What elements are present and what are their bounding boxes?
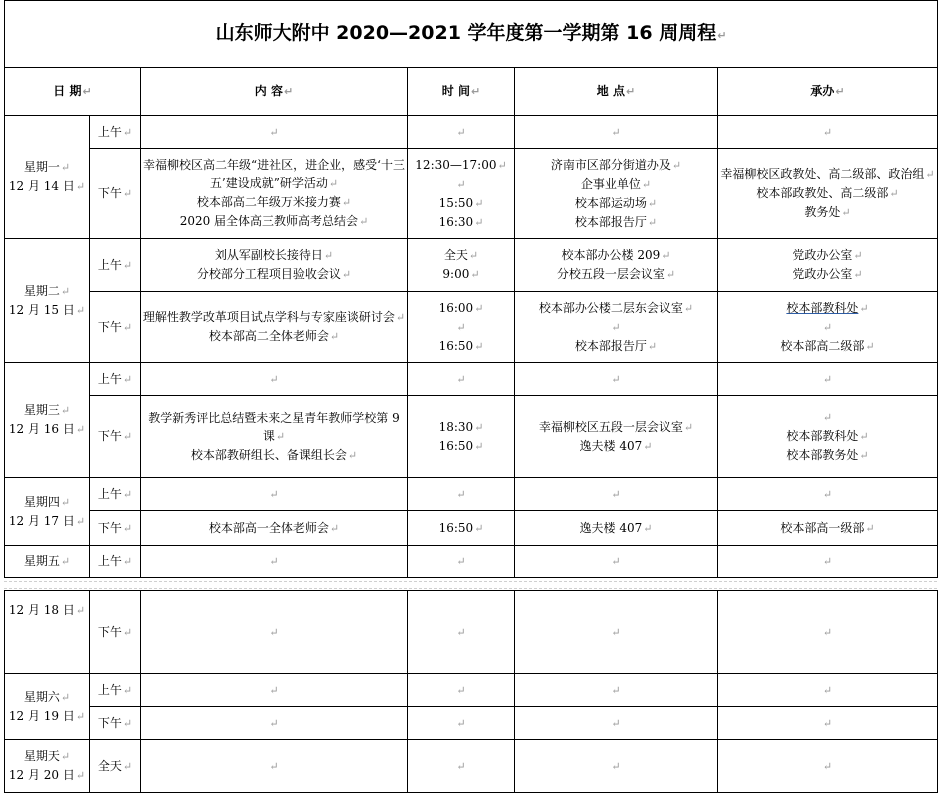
content-cell [141, 511, 408, 546]
empty-cell [515, 591, 718, 674]
day-date-label: 12 月 18 日 [8, 603, 75, 617]
paragraph-mark: ↵ [859, 449, 869, 462]
period-cell [90, 292, 141, 363]
paragraph-mark: ↵ [122, 187, 133, 200]
paragraph-mark: ↵ [122, 125, 133, 139]
paragraph-mark: ↵ [122, 430, 133, 443]
place-text: 逸夫楼 407 [579, 520, 643, 535]
header-place [515, 68, 718, 116]
paragraph-mark: ↵ [60, 284, 71, 298]
place-text: 逸夫楼 407 [579, 438, 643, 453]
paragraph-mark: ↵ [456, 683, 466, 697]
paragraph-mark: ↵ [853, 249, 863, 262]
paragraph-mark: ↵ [611, 320, 621, 334]
time-text: 18:30 [438, 419, 474, 434]
empty-cell [141, 363, 408, 396]
period-cell [90, 546, 141, 578]
period-label: 下午 [97, 520, 122, 535]
paragraph-mark: ↵ [641, 177, 652, 191]
paragraph-mark: ↵ [122, 487, 133, 501]
paragraph-mark: ↵ [822, 555, 833, 568]
paragraph-mark: ↵ [122, 521, 133, 535]
paragraph-mark: ↵ [647, 339, 658, 353]
paragraph-mark: ↵ [75, 769, 86, 782]
period-cell [90, 478, 141, 511]
paragraph-mark: ↵ [75, 514, 86, 528]
empty-cell [141, 591, 408, 674]
paragraph-mark: ↵ [283, 85, 294, 98]
event-text: 教学新秀评比总结暨未来之星青年教师学校第 9 课 [148, 410, 400, 443]
period-label: 上午 [97, 554, 122, 568]
paragraph-mark: ↵ [329, 330, 340, 343]
paragraph-mark: ↵ [122, 759, 133, 773]
time-text: 16:50 [438, 438, 474, 453]
paragraph-mark: ↵ [122, 320, 133, 334]
period-cell [90, 363, 141, 396]
paragraph-mark: ↵ [75, 604, 86, 617]
place-cell [515, 149, 718, 239]
empty-cell [408, 674, 515, 707]
content-cell [141, 239, 408, 292]
header-content [141, 68, 408, 116]
place-text: 校本部办公楼二层东会议室 [538, 300, 683, 315]
period-label: 下午 [97, 429, 122, 443]
day-week-label: 星期四 [23, 494, 60, 509]
time-text: 15:50 [438, 195, 474, 210]
day-cell-wed [5, 363, 90, 478]
host-cell [718, 511, 938, 546]
paragraph-mark: ↵ [822, 411, 833, 424]
time-text: 16:50 [438, 520, 474, 535]
day-cell-sun [5, 740, 90, 793]
title-text: 山东师大附中 2020—2021 学年度第一学期第 16 周周程 [215, 21, 717, 44]
paragraph-mark: ↵ [859, 301, 869, 315]
paragraph-mark: ↵ [470, 85, 481, 98]
day-cell-fri-cont [5, 591, 90, 674]
event-text: 校本部高二全体老师会 [208, 329, 329, 343]
empty-cell [408, 740, 515, 793]
host-text: 校本部高一级部 [780, 520, 865, 535]
host-text: 校本部教科处 [786, 300, 859, 315]
paragraph-mark: ↵ [456, 716, 466, 730]
empty-cell [718, 478, 938, 511]
paragraph-mark: ↵ [661, 249, 671, 262]
content-cell [141, 149, 408, 239]
period-label: 上午 [97, 257, 122, 272]
paragraph-mark: ↵ [456, 555, 466, 568]
paragraph-mark: ↵ [611, 125, 621, 139]
paragraph-mark: ↵ [456, 125, 466, 139]
host-cell [718, 396, 938, 478]
paragraph-mark: ↵ [122, 258, 133, 272]
paragraph-mark: ↵ [60, 750, 71, 763]
time-text: 16:00 [438, 300, 474, 315]
host-cell [718, 239, 938, 292]
place-text: 校本部报告厅 [574, 338, 647, 353]
paragraph-mark: ↵ [497, 158, 507, 172]
paragraph-mark: ↵ [647, 215, 658, 229]
schedule-table-page-1 [4, 0, 938, 578]
header-time-text: 时 间 [441, 84, 470, 98]
paragraph-mark: ↵ [122, 625, 133, 639]
empty-cell [408, 363, 515, 396]
paragraph-mark: ↵ [841, 206, 851, 219]
paragraph-mark: ↵ [60, 495, 71, 509]
empty-cell [718, 546, 938, 578]
time-cell [408, 292, 515, 363]
paragraph-mark: ↵ [611, 759, 621, 773]
empty-cell [515, 674, 718, 707]
place-text: 分校五段一层会议室 [556, 267, 665, 281]
paragraph-mark: ↵ [717, 28, 727, 42]
host-text: 校本部教科处 [786, 429, 859, 443]
page-break-line [4, 588, 937, 589]
paragraph-mark: ↵ [456, 625, 466, 639]
paragraph-mark: ↵ [82, 85, 92, 98]
paragraph-mark: ↵ [611, 555, 621, 568]
paragraph-mark: ↵ [683, 420, 694, 434]
empty-cell [515, 740, 718, 793]
period-label: 下午 [97, 624, 122, 639]
place-text: 济南市区部分街道办及 [550, 157, 671, 172]
paragraph-mark: ↵ [865, 339, 875, 353]
header-content-text: 内 容 [254, 84, 283, 98]
time-text: 9:00 [442, 267, 470, 281]
paragraph-mark: ↵ [269, 555, 279, 568]
header-host-text: 承办 [810, 84, 835, 98]
header-date [5, 68, 141, 116]
day-date-label: 12 月 16 日 [8, 422, 75, 436]
day-date-label: 12 月 17 日 [8, 513, 75, 528]
empty-cell [718, 707, 938, 740]
time-text: 全天 [443, 248, 468, 262]
paragraph-mark: ↵ [341, 196, 352, 209]
period-cell [90, 239, 141, 292]
paragraph-mark: ↵ [683, 301, 694, 315]
schedule-table-page-2 [4, 590, 938, 793]
header-date-text: 日 期 [53, 84, 82, 98]
place-text: 校本部报告厅 [574, 214, 647, 229]
event-text: 2020 届全体高三教师高考总结会 [179, 214, 359, 228]
paragraph-mark: ↵ [835, 85, 845, 98]
place-cell [515, 239, 718, 292]
day-cell-fri [5, 546, 90, 578]
paragraph-mark: ↵ [474, 420, 484, 434]
empty-cell [515, 707, 718, 740]
period-label: 下午 [97, 319, 122, 334]
time-cell [408, 239, 515, 292]
empty-cell [141, 707, 408, 740]
paragraph-mark: ↵ [456, 320, 466, 334]
paragraph-mark: ↵ [75, 180, 86, 193]
day-date-label: 12 月 15 日 [8, 302, 75, 317]
host-text: 校本部政教处、高二级部 [756, 186, 889, 200]
empty-cell [718, 363, 938, 396]
paragraph-mark: ↵ [395, 311, 406, 324]
day-week-label: 星期天 [23, 749, 60, 763]
place-text: 幸福柳校区五段一层会议室 [538, 419, 683, 434]
period-label: 下午 [97, 186, 122, 200]
paragraph-mark: ↵ [647, 196, 658, 210]
empty-cell [141, 116, 408, 149]
paragraph-mark: ↵ [347, 448, 358, 462]
empty-cell [408, 707, 515, 740]
paragraph-mark: ↵ [75, 423, 86, 436]
day-week-label: 星期五 [23, 554, 60, 568]
paragraph-mark: ↵ [822, 683, 833, 697]
paragraph-mark: ↵ [269, 372, 279, 386]
paragraph-mark: ↵ [865, 521, 875, 535]
time-text: 16:50 [438, 338, 474, 353]
paragraph-mark: ↵ [359, 215, 369, 228]
paragraph-mark: ↵ [122, 372, 133, 386]
empty-cell [408, 591, 515, 674]
period-cell [90, 149, 141, 239]
paragraph-mark: ↵ [275, 429, 286, 443]
content-cell [141, 396, 408, 478]
paragraph-mark: ↵ [122, 683, 133, 697]
day-week-label: 星期二 [23, 283, 60, 298]
time-cell [408, 149, 515, 239]
paragraph-mark: ↵ [456, 759, 466, 773]
time-text: 16:30 [438, 214, 474, 229]
paragraph-mark: ↵ [643, 439, 653, 453]
empty-cell [515, 478, 718, 511]
host-text: 党政办公室 [792, 267, 853, 281]
place-cell [515, 292, 718, 363]
paragraph-mark: ↵ [822, 625, 833, 639]
place-cell [515, 396, 718, 478]
paragraph-mark: ↵ [822, 320, 833, 334]
place-text: 校本部运动场 [574, 195, 647, 210]
host-text: 教务处 [804, 205, 841, 219]
header-host [718, 68, 938, 116]
time-cell [408, 511, 515, 546]
paragraph-mark: ↵ [470, 268, 480, 281]
day-date-label: 12 月 19 日 [8, 708, 75, 723]
paragraph-mark: ↵ [60, 555, 71, 568]
host-text: 校本部教务处 [786, 448, 859, 462]
day-date-label: 12 月 20 日 [8, 768, 75, 782]
paragraph-mark: ↵ [889, 187, 899, 200]
empty-cell [515, 363, 718, 396]
period-label: 上午 [97, 124, 122, 139]
day-week-label: 星期六 [23, 689, 60, 704]
paragraph-mark: ↵ [269, 716, 279, 730]
period-cell [90, 511, 141, 546]
paragraph-mark: ↵ [328, 177, 339, 190]
host-cell [718, 149, 938, 239]
paragraph-mark: ↵ [611, 683, 621, 697]
paragraph-mark: ↵ [341, 268, 352, 281]
event-text: 幸福柳校区高二年级“进社区，进企业，感受‘十三五’建设成就”研学活动 [143, 158, 405, 190]
paragraph-mark: ↵ [474, 215, 484, 229]
paragraph-mark: ↵ [468, 249, 479, 262]
paragraph-mark: ↵ [269, 683, 279, 697]
host-text: 党政办公室 [792, 248, 853, 262]
day-week-label: 星期一 [23, 160, 60, 174]
day-cell-thu [5, 478, 90, 546]
period-label: 下午 [97, 715, 122, 730]
paragraph-mark: ↵ [474, 196, 484, 210]
paragraph-mark: ↵ [474, 301, 484, 315]
empty-cell [408, 546, 515, 578]
host-text: 幸福柳校区政教处、高二级部、政治组 [720, 167, 925, 181]
period-cell [90, 740, 141, 793]
empty-cell [141, 674, 408, 707]
paragraph-mark: ↵ [822, 372, 833, 386]
paragraph-mark: ↵ [60, 404, 71, 417]
period-cell [90, 707, 141, 740]
paragraph-mark: ↵ [822, 125, 833, 139]
empty-cell [718, 740, 938, 793]
empty-cell [141, 546, 408, 578]
page-break-line [4, 581, 937, 582]
paragraph-mark: ↵ [60, 161, 71, 174]
page-title [5, 1, 938, 68]
period-cell [90, 396, 141, 478]
paragraph-mark: ↵ [625, 85, 636, 98]
paragraph-mark: ↵ [122, 555, 133, 568]
place-cell [515, 511, 718, 546]
period-cell [90, 591, 141, 674]
host-cell [718, 292, 938, 363]
day-week-label: 星期三 [23, 403, 60, 417]
event-text: 分校部分工程项目验收会议 [196, 267, 341, 281]
paragraph-mark: ↵ [269, 125, 279, 139]
paragraph-mark: ↵ [611, 372, 621, 386]
place-text: 校本部办公楼 209 [561, 248, 661, 262]
paragraph-mark: ↵ [456, 372, 466, 386]
empty-cell [515, 546, 718, 578]
empty-cell [515, 116, 718, 149]
paragraph-mark: ↵ [643, 521, 653, 535]
paragraph-mark: ↵ [822, 487, 833, 501]
day-date-label: 12 月 14 日 [8, 179, 75, 193]
paragraph-mark: ↵ [456, 487, 466, 501]
event-text: 刘从军副校长接待日 [214, 248, 323, 262]
period-label: 上午 [97, 371, 122, 386]
paragraph-mark: ↵ [611, 625, 621, 639]
day-cell-tue [5, 239, 90, 363]
empty-cell [718, 591, 938, 674]
time-text: 12:30—17:00 [415, 157, 497, 172]
paragraph-mark: ↵ [75, 709, 86, 723]
event-text: 校本部教研组长、备课组长会 [190, 447, 347, 462]
paragraph-mark: ↵ [269, 487, 279, 501]
paragraph-mark: ↵ [822, 759, 833, 773]
event-text: 校本部高一全体老师会 [208, 520, 329, 535]
paragraph-mark: ↵ [925, 168, 935, 181]
page-break [0, 580, 939, 590]
empty-cell [408, 478, 515, 511]
paragraph-mark: ↵ [859, 430, 869, 443]
empty-cell [141, 740, 408, 793]
paragraph-mark: ↵ [474, 521, 484, 535]
place-text: 企事业单位 [580, 176, 641, 191]
day-cell-sat [5, 674, 90, 740]
event-text: 理解性教学改革项目试点学科与专家座谈研讨会 [142, 310, 395, 324]
period-cell [90, 116, 141, 149]
paragraph-mark: ↵ [75, 303, 86, 317]
paragraph-mark: ↵ [853, 268, 863, 281]
paragraph-mark: ↵ [269, 759, 279, 773]
time-cell [408, 396, 515, 478]
paragraph-mark: ↵ [456, 177, 466, 191]
paragraph-mark: ↵ [822, 716, 833, 730]
paragraph-mark: ↵ [474, 339, 484, 353]
header-place-text: 地 点 [596, 84, 625, 98]
paragraph-mark: ↵ [671, 158, 682, 172]
event-text: 校本部高二年级万米接力赛 [196, 195, 341, 209]
period-label: 全天 [97, 758, 122, 773]
paragraph-mark: ↵ [611, 487, 621, 501]
host-text: 校本部高二级部 [780, 338, 865, 353]
paragraph-mark: ↵ [269, 625, 279, 639]
paragraph-mark: ↵ [611, 716, 621, 730]
paragraph-mark: ↵ [323, 249, 334, 262]
paragraph-mark: ↵ [329, 521, 340, 535]
empty-cell [718, 116, 938, 149]
empty-cell [718, 674, 938, 707]
day-cell-mon [5, 116, 90, 239]
period-cell [90, 674, 141, 707]
content-cell [141, 292, 408, 363]
empty-cell [408, 116, 515, 149]
paragraph-mark: ↵ [665, 268, 676, 281]
empty-cell [141, 478, 408, 511]
header-time [408, 68, 515, 116]
paragraph-mark: ↵ [474, 439, 484, 453]
period-label: 上午 [97, 486, 122, 501]
paragraph-mark: ↵ [60, 690, 71, 704]
paragraph-mark: ↵ [122, 716, 133, 730]
period-label: 上午 [97, 682, 122, 697]
